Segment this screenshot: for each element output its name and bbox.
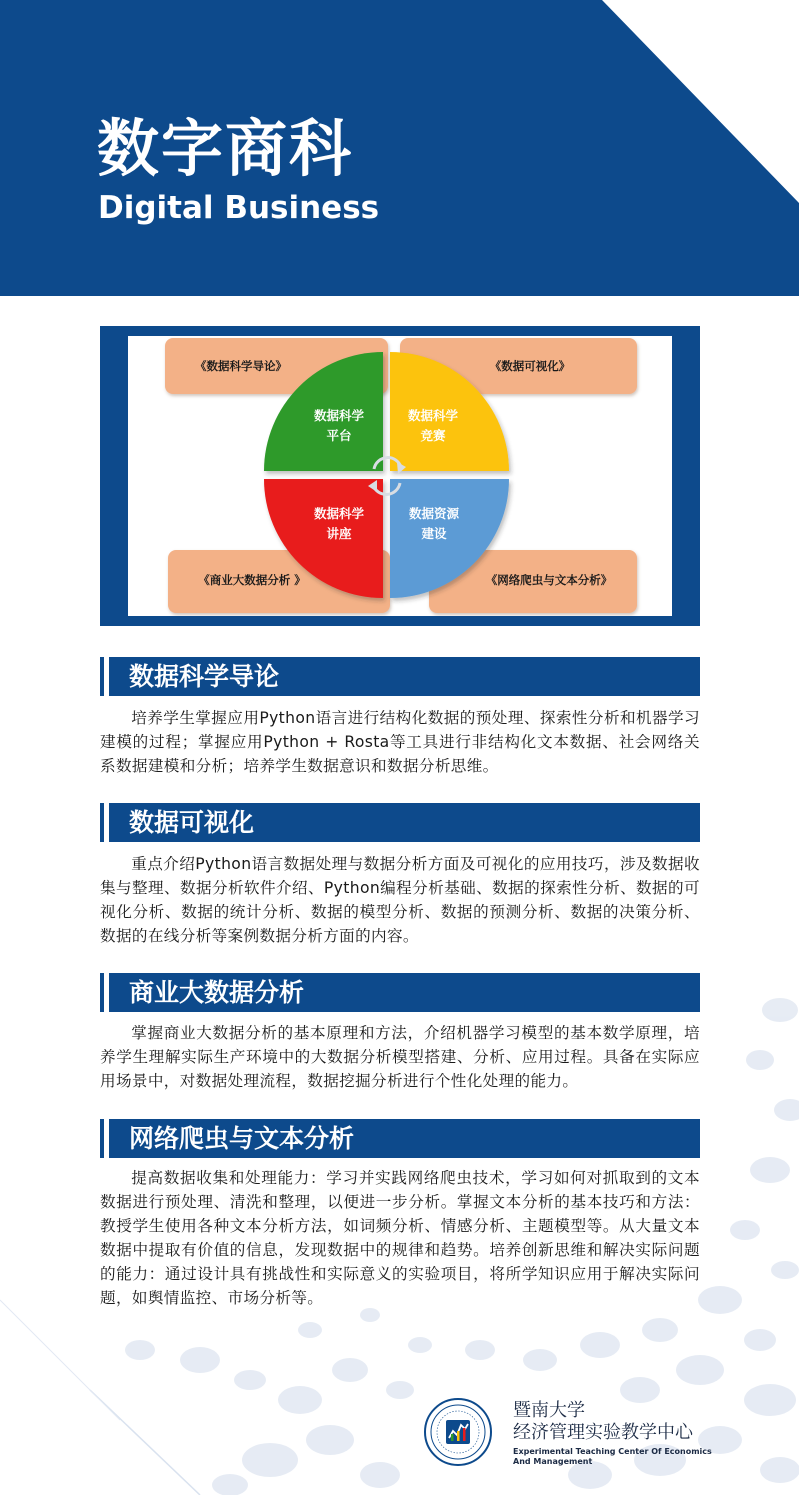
section-heading: 网络爬虫与文本分析 bbox=[129, 1124, 355, 1153]
quadrant-label-green-2: 平台 bbox=[326, 428, 352, 443]
section-accent-bar bbox=[100, 657, 109, 696]
section-accent-bar bbox=[100, 803, 109, 842]
section-heading: 数据可视化 bbox=[129, 808, 255, 837]
section-header-data-science-intro bbox=[100, 657, 700, 696]
section-header-web-crawler bbox=[100, 1119, 700, 1158]
section-accent-bar bbox=[100, 973, 109, 1012]
course-diagram bbox=[100, 326, 700, 626]
header-banner bbox=[0, 0, 799, 296]
course-label-data-visualization: 《数据可视化》 bbox=[489, 359, 571, 373]
section-body-business-big-data: 掌握商业大数据分析的基本原理和方法，介绍机器学习模型的基本数学原理，培养学生理解实际生产环境中的大数据分析模型搭建、分析、应用过程。具备在实际应用场景中，对数据处理流程，数据挖掘分析进行个性化处理的能力。 bbox=[100, 1024, 700, 1090]
section-body-web-crawler: 提高数据收集和处理能力：学习并实践网络爬虫技术，学习如何对抓取到的文本数据进行预处理、清洗和整理，以便进一步分析。掌握文本分析的基本技巧和方法：教授学生使用各种文本分析方法，如词频分析、情感分析、主题模型等。从大量文本数据中提取有价值的信息，发现数据中的规律和趋势。培养创新思维和解决实际问题的能力：通过设计具有挑战性和实际意义的实验项目，将所学知识应用于解决实际问题，如舆情监控、市场分析等。 bbox=[100, 1169, 700, 1307]
quadrant-label-red-1: 数据科学 bbox=[313, 506, 365, 521]
section-accent-bar bbox=[100, 1119, 109, 1158]
section-header-business-big-data bbox=[100, 973, 700, 1012]
quadrant-label-green-1: 数据科学 bbox=[313, 408, 365, 423]
page-subtitle: Digital Business bbox=[98, 190, 380, 226]
footer-university-name: 暨南大学 bbox=[513, 1400, 585, 1421]
course-label-data-science-intro: 《数据科学导论》 bbox=[195, 359, 287, 373]
center-logo-icon bbox=[424, 1398, 492, 1466]
quadrant-label-yellow-1: 数据科学 bbox=[407, 408, 459, 423]
section-body-data-visualization: 重点介绍Python语言数据处理与数据分析方面及可视化的应用技巧，涉及数据收集与整理、数据分析软件介绍、Python编程分析基础、数据的探索性分析、数据的可视化分析、数据的统计分析、数据的模型分析、数据的预测分析、数据的决策分析、数据的在线分析等案例数据分析方面的内容。 bbox=[100, 855, 700, 945]
course-label-business-big-data: 《商业大数据分析 》 bbox=[198, 573, 306, 587]
footer-center-name: 经济管理实验教学中心 bbox=[513, 1422, 693, 1443]
section-heading: 商业大数据分析 bbox=[129, 978, 305, 1007]
course-diagram-canvas bbox=[128, 336, 672, 616]
course-label-web-crawler: 《网络爬虫与文本分析》 bbox=[485, 573, 613, 587]
section-heading: 数据科学导论 bbox=[129, 662, 280, 691]
footer-center-name-en-line2: And Management bbox=[513, 1457, 593, 1466]
page-title: 数字商科 bbox=[97, 112, 354, 185]
footer-center-name-en-line1: Experimental Teaching Center Of Economics bbox=[513, 1447, 712, 1456]
quadrant-label-blue-1: 数据资源 bbox=[408, 506, 460, 521]
section-body-data-science-intro: 培养学生掌握应用Python语言进行结构化数据的预处理、探索性分析和机器学习建模的过程；掌握应用Python + Rosta等工具进行非结构化文本数据、社会网络关系数据建模和分析；培养学生数据意识和数据分析思维。 bbox=[100, 709, 700, 775]
quadrant-label-red-2: 讲座 bbox=[326, 526, 352, 541]
quadrant-label-yellow-2: 竞赛 bbox=[420, 428, 446, 443]
quadrant-label-blue-2: 建设 bbox=[421, 526, 447, 541]
section-header-data-visualization bbox=[100, 803, 700, 842]
